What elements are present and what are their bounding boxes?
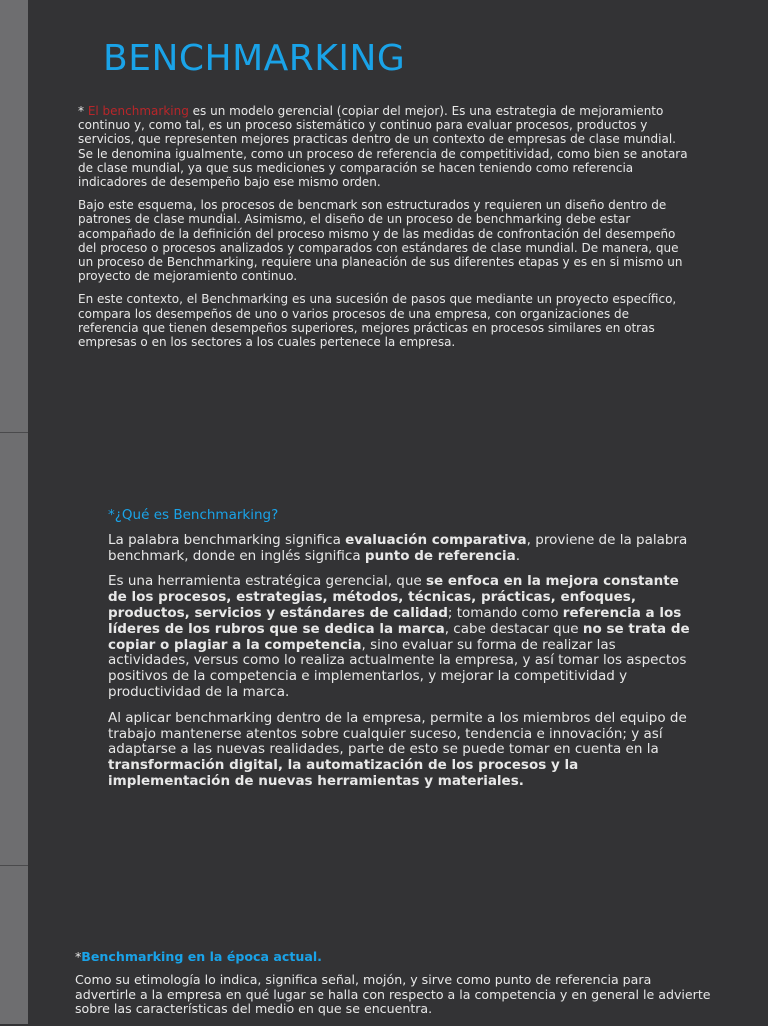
intro-section (78, 104, 688, 358)
bold-run: punto de referencia (364, 547, 516, 564)
text-run: Es una herramienta estratégica gerencial, que (108, 573, 427, 590)
bold-run: evaluación comparativa (345, 531, 527, 548)
page-divider-2 (0, 865, 28, 866)
page-divider-1 (0, 432, 28, 433)
bold-run: transformación digital, la automatización de los procesos y la implementación de nuevas herramientas y materiales. (108, 757, 579, 789)
text-run: ; tomando como (447, 604, 563, 621)
current-era-heading (75, 950, 715, 964)
text-run: , cabe destacar que (444, 620, 583, 637)
text-run: , sino evaluar su forma de realizar las actividades, versus como lo realiza actualmente la empresa, y así tomar los aspectos positivos de la competencia e implementarlos, y mejorar la competitividad y productividad de la marca. (108, 636, 687, 700)
page-title: BENCHMARKING (103, 38, 406, 79)
text-run: Al aplicar benchmarking dentro de la empresa, permite a los miembros del equipo de trabajo mantenerse atentos sobre cualquier suceso, tendencia e innovación; y así adaptarse a las nuevas realidades, parte de esto se puede tomar en cuenta en la (108, 709, 687, 758)
text-run: La palabra benchmarking significa (108, 531, 346, 548)
bold-run: se enfoca en la mejora constante de los procesos, estrategias, métodos, técnicas, prácticas, enfoques, productos, servicios y estándares de calidad (108, 573, 679, 621)
current-era-heading-text: Benchmarking en la época actual. (81, 949, 322, 964)
intro-paragraph-1-text: es un modelo gerencial (copiar del mejor). Es una estrategia de mejoramiento continuo y, como tal, es un proceso sistemático y continuo para evaluar procesos, productos y servicios, que representen mejores practicas dentro de un contexto de empresas de clase mundial. Se le denomina igualmente, como un proceso de referencia de competitividad, como bien se anotara de clase mundial, ya que sus mediciones y comparación se hacen teniendo como referencia indicadores de desempeño bajo ese mismo orden. (78, 104, 688, 190)
bullet: * (75, 949, 82, 964)
what-is-heading: *¿Qué es Benchmarking? (108, 507, 279, 523)
intro-paragraph-3: En este contexto, el Benchmarking es una sucesión de pasos que mediante un proyecto específico, compara los desempeños de uno o varios procesos de una empresa, con organizaciones de referencia que tienen desempeños superiores, mejores prácticas en procesos similares en otras empresas o en los sectores a los cuales pertenece la empresa. (78, 292, 677, 350)
intro-paragraph-1 (78, 104, 688, 189)
bold-run: no se trata de copiar o plagiar a la competencia (108, 620, 690, 653)
what-is-paragraph-3 (108, 711, 698, 790)
text-run: . (515, 547, 521, 564)
bold-run: referencia a los líderes de los rubros que se dedica la marca (108, 604, 682, 637)
left-sidebar-strip (0, 0, 28, 1024)
what-is-paragraph-1 (108, 533, 698, 565)
what-is-section (108, 508, 698, 800)
current-era-section (75, 950, 715, 1026)
current-era-paragraph-1: Como su etimología lo indica, significa señal, mojón, y sirve como punto de referencia para advertirle a la empresa en qué lugar se halla con respecto a la competencia y en general le advierte sobre las características del medio en que se encuentra. (75, 972, 711, 1017)
intro-paragraph-2: Bajo este esquema, los procesos de bencmark son estructurados y requieren un diseño dentro de patrones de clase mundial. Asimismo, el diseño de un proceso de benchmarking debe estar acompañado de la definición del proceso mismo y de las medidas de confrontación del desempeño del proceso o procesos analizados y comparados con estándares de clase mundial. De manera, que un proceso de Benchmarking, requiere una planeación de sus diferentes etapas y es en si mismo un proyecto de mejoramiento continuo. (78, 198, 683, 284)
highlight-term: El benchmarking (87, 104, 189, 118)
bullet: * (78, 104, 88, 118)
text-run: , proviene de la palabra benchmark, donde en inglés significa (108, 531, 688, 564)
what-is-paragraph-2 (108, 574, 698, 700)
